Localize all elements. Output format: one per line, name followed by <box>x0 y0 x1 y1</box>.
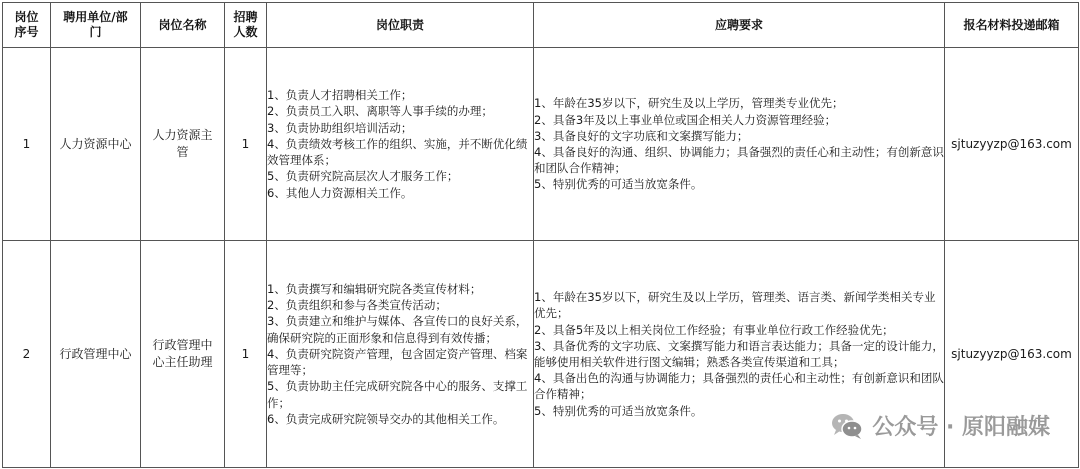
requirement-item: 4、具备出色的沟通与协调能力；具备强烈的责任心和主动性；有创新意识和团队合作精神； <box>534 371 944 402</box>
requirement-item: 2、具备5年及以上相关岗位工作经验；有事业单位行政工作经验优先； <box>534 322 894 337</box>
requirement-item: 5、特别优秀的可适当放宽条件。 <box>534 403 703 418</box>
duty-item: 4、负责研究院资产管理，包含固定资产管理、档案管理等； <box>267 346 528 378</box>
watermark <box>830 410 1050 441</box>
duty-item: 3、负责协助组织培训活动； <box>267 120 413 135</box>
duty-item: 1、负责撰写和编辑研究院各类宣传材料； <box>267 282 482 297</box>
requirement-item: 1、年龄在35岁以下，研究生及以上学历，管理类专业优先； <box>534 96 844 111</box>
cell-no: 1 <box>3 48 51 241</box>
recruitment-table <box>2 2 1079 468</box>
cell-count: 1 <box>225 48 267 241</box>
requirement-item: 3、具备优秀的文字功底、文案撰写能力和语言表达能力；具备一定的设计能力，能够使用相关软件进行图文编辑；熟悉各类宣传渠道和工具； <box>534 338 944 369</box>
wechat-icon <box>830 411 864 441</box>
header-no: 岗位序号 <box>3 3 51 48</box>
cell-duties <box>267 48 534 241</box>
cell-position <box>141 48 225 241</box>
duty-item: 6、其他人力资源相关工作。 <box>267 185 413 200</box>
cell-position <box>141 241 225 468</box>
requirement-item: 2、具备3年及以上事业单位或国企相关人力资源管理经验； <box>534 112 837 127</box>
header-requirements: 应聘要求 <box>534 3 945 48</box>
position-label: 行政管理中心主任助理 <box>152 338 213 369</box>
header-position: 岗位名称 <box>141 3 225 48</box>
watermark-text: 公众号 · 原阳融媒 <box>872 415 1050 440</box>
position-label: 人力资源主管 <box>152 128 213 159</box>
header-count: 招聘人数 <box>225 3 267 48</box>
requirement-item: 1、年龄在35岁以下，研究生及以上学历，管理类、语言类、新闻学类相关专业优先； <box>534 290 936 321</box>
header-duties: 岗位职责 <box>267 3 534 48</box>
cell-duties <box>267 241 534 468</box>
cell-requirements <box>534 48 945 241</box>
requirement-item: 3、具备良好的文字功底和文案撰写能力； <box>534 128 749 143</box>
header-unit: 聘用单位/部门 <box>51 3 141 48</box>
requirement-item: 5、特别优秀的可适当放宽条件。 <box>534 177 703 192</box>
header-email: 报名材料投递邮箱 <box>945 3 1079 48</box>
duty-item: 6、负责完成研究院领导交办的其他相关工作。 <box>267 411 505 426</box>
cell-unit: 行政管理中心 <box>51 241 141 468</box>
cell-count: 1 <box>225 241 267 468</box>
cell-email: sjtuzyyzp@163.com <box>945 241 1079 468</box>
duty-item: 2、负责员工入职、离职等人事手续的办理； <box>267 104 493 119</box>
table-header-row <box>3 3 1079 48</box>
duty-item: 5、负责协助主任完成研究院各中心的服务、支撑工作； <box>267 379 528 410</box>
duty-item: 1、负责人才招聘相关工作； <box>267 88 413 103</box>
cell-unit: 人力资源中心 <box>51 48 141 241</box>
duty-item: 5、负责研究院高层次人才服务工作； <box>267 169 459 184</box>
requirement-item: 4、具备良好的沟通、组织、协调能力；具备强烈的责任心和主动性；有创新意识和团队合作精神； <box>534 145 944 176</box>
duty-item: 3、负责建立和维护与媒体、各宣传口的良好关系，确保研究院的正面形象和信息得到有效传播； <box>267 314 528 345</box>
duty-item: 4、负责绩效考核工作的组织、实施，并不断优化绩效管理体系； <box>267 136 528 168</box>
cell-no: 2 <box>3 241 51 468</box>
duty-item: 2、负责组织和参与各类宣传活动； <box>267 298 447 313</box>
table-row <box>3 48 1079 241</box>
cell-email: sjtuzyyzp@163.com <box>945 48 1079 241</box>
